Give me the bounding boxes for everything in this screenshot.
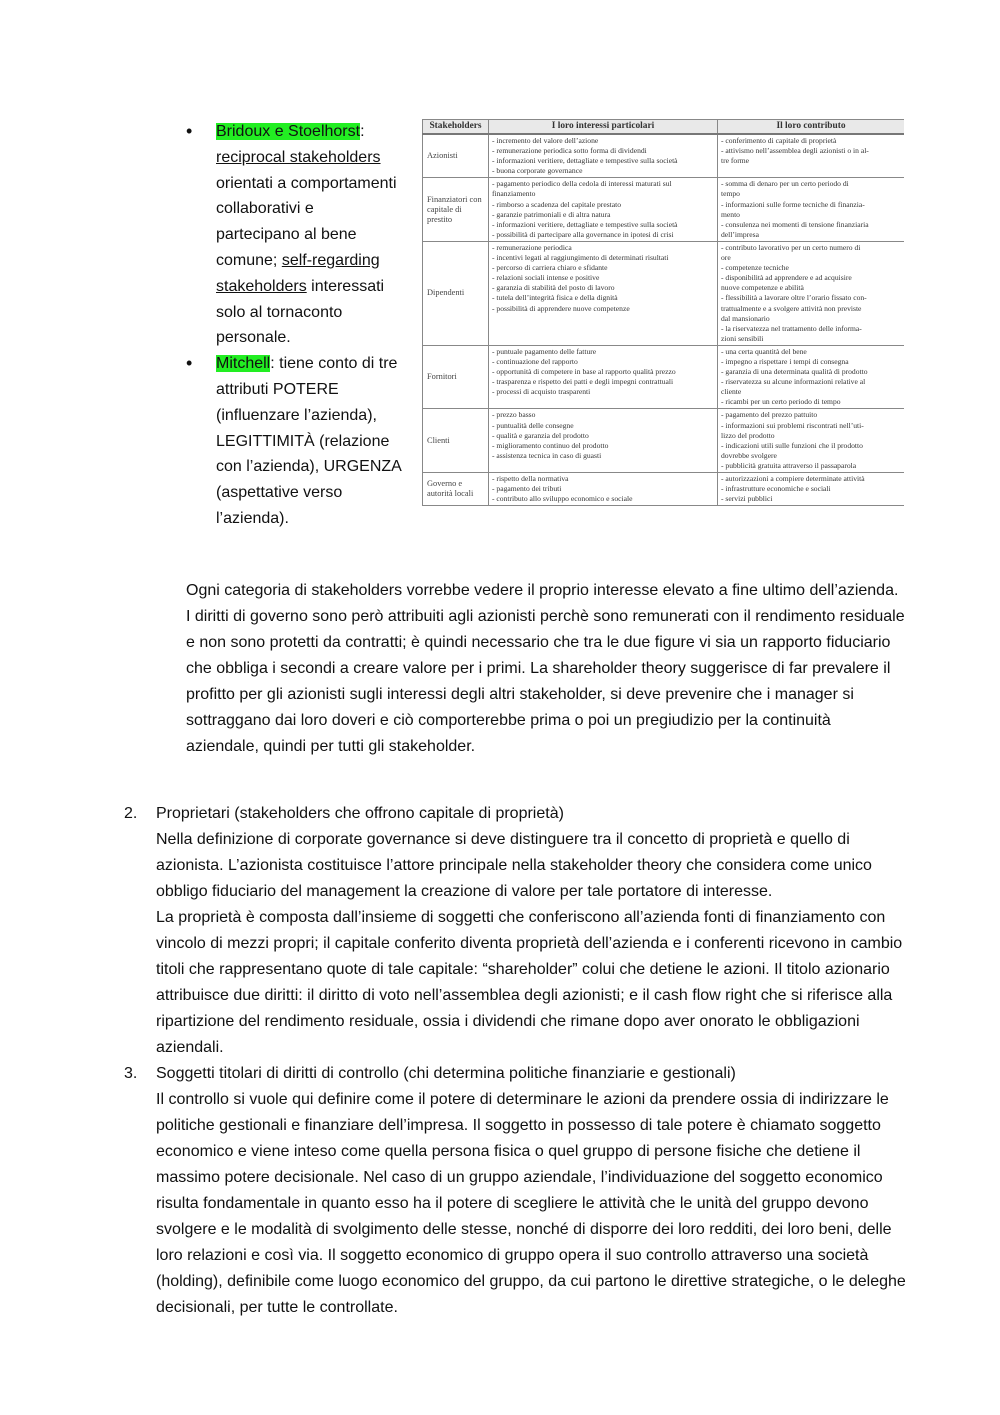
table-cell-line: dovrebbe svolgere <box>721 450 777 460</box>
table-cell-line: lizzo del prodotto <box>721 430 775 440</box>
table-cell-line: - indicazioni utili sulle funzioni che il prodotto <box>721 440 863 450</box>
table-cell-line: - attivismo nell’assemblea degli azionisti o in al- <box>721 146 869 156</box>
section-heading: Soggetti titolari di diritti di controllo (chi determina politiche finanziarie e gestionali) <box>156 1065 736 1082</box>
table-cell-line: - conferimento di capitale di proprietà <box>721 136 837 145</box>
table-cell-line: - servizi pubblici <box>721 494 773 504</box>
table-cell-line: - puntuale pagamento delle fatture <box>492 346 597 356</box>
contribution-cell <box>718 409 905 473</box>
list-item-controllo <box>124 1061 914 1321</box>
stakeholder-category: Clienti <box>423 409 489 473</box>
stakeholder-category: Fornitori <box>423 345 489 409</box>
interests-cell <box>489 134 718 178</box>
table-cell-line: - contributo allo sviluppo economico e sociale <box>492 494 633 504</box>
underlined-term: reciprocal stakeholders <box>216 148 381 166</box>
table-cell-line: dell’impresa <box>721 229 759 239</box>
bullet-bridoux <box>186 119 401 351</box>
stakeholder-category: Governo e autorità locali <box>423 473 489 506</box>
table-cell-line: - possibilità di apprendere nuove competenze <box>492 303 630 313</box>
table-cell-line: - trasparenza e rispetto dei patti e degli impegni contrattuali <box>492 377 674 387</box>
table-cell-line: - continuazione del rapporto <box>492 356 578 366</box>
table-cell-line: - impegno a rispettare i tempi di consegna <box>721 356 849 366</box>
table-cell-line: tre forme <box>721 156 750 166</box>
table-cell-line: zioni sensibili <box>721 333 764 343</box>
table-cell-line: - informazioni sulle forme tecniche di finanzia- <box>721 199 865 209</box>
table-cell-line: - prezzo basso <box>492 410 536 420</box>
table-cell-line: - informazioni veritiere, dettagliate e tempestive sulla società <box>492 219 678 229</box>
table-cell-line: - autorizzazioni a compiere determinate attività <box>721 474 865 483</box>
table-row <box>423 241 905 345</box>
table-header-row <box>423 120 905 135</box>
table-cell-line: - ricambi per un certo periodo di tempo <box>721 397 841 407</box>
table-cell-line: - remunerazione periodica <box>492 242 572 252</box>
paragraph-stakeholder-theory: Ogni categoria di stakeholders vorrebbe vedere il proprio interesse elevato a fine ultimo dell’azienda. I diritti di governo sono però attribuiti agli azionisti perchè sono remunerati con il rendimento residuale e non sono protetti da contratti; è quindi necessario che tra le due figure vi sia un rapporto fiduciario che obbliga i secondi a creare valore per i primi. La shareholder theory suggerisce di far prevalere il profitto per gli azionisti sugli interessi degli altri stakeholder, si deve prevenire che i manager si sottraggano dai loro doveri e ciò comporterebbe prima o poi un pregiudizio per la continuità aziendale, quindi per tutti gli stakeholder. <box>186 582 905 755</box>
table-cell-line: - contributo lavorativo per un certo numero di <box>721 242 861 252</box>
table-cell-line: trattualmente e a svolgere attività non previste <box>721 303 862 313</box>
list-number: 2. <box>124 805 138 822</box>
interests-cell <box>489 473 718 506</box>
interests-cell <box>489 241 718 345</box>
table-cell-line: - pagamento periodico della cedola di interessi maturati sul <box>492 179 672 189</box>
stakeholder-category: Finanziatori con capitale di prestito <box>423 178 489 242</box>
highlighted-author: Mitchell <box>216 355 271 373</box>
stakeholder-table-image <box>422 119 904 531</box>
table-cell-line: cliente <box>721 387 742 397</box>
stakeholder-category: Azionisti <box>423 134 489 178</box>
table-cell-line: - possibilità di partecipare alla governance in ipotesi di crisi <box>492 229 674 239</box>
table-cell-line: - la riservatezza nel trattamento delle informa- <box>721 323 862 333</box>
table-cell-line: - puntualità delle consegne <box>492 420 574 430</box>
bullet-text: : tiene conto di tre attributi POTERE (influenzare l’azienda), LEGITTIMITÀ (relazione con l’azienda), URGENZA (aspettative verso l’azienda). <box>216 355 401 527</box>
table-cell-line: - pagamento del prezzo pattuito <box>721 410 818 420</box>
table-cell-line: - qualità e garanzia del prodotto <box>492 430 589 440</box>
table-row <box>423 409 905 473</box>
table-cell-line: - percorso di carriera chiaro e sfidante <box>492 263 608 273</box>
table-cell-line: - assistenza tecnica in caso di guasti <box>492 450 602 460</box>
table-header-cell: I loro interessi particolari <box>489 120 718 135</box>
table-row <box>423 178 905 242</box>
table-cell-line: - miglioramento continuo del prodotto <box>492 440 609 450</box>
bullet-mitchell <box>186 351 401 532</box>
table-header-cell: Stakeholders <box>423 120 489 135</box>
table-cell-line: ore <box>721 253 731 263</box>
stakeholder-table <box>422 119 904 506</box>
table-row <box>423 345 905 409</box>
table-cell-line: dal mansionario <box>721 313 770 323</box>
section-heading: Proprietari (stakeholders che offrono capitale di proprietà) <box>156 805 564 822</box>
table-cell-line: mento <box>721 209 740 219</box>
table-cell-line: finanziamento <box>492 189 536 199</box>
table-cell-line: - garanzia di una determinata qualità di prodotto <box>721 367 868 377</box>
table-cell-line: - pagamento dei tributi <box>492 484 562 494</box>
table-cell-line: - informazioni veritiere, dettagliate e tempestive sulla società <box>492 156 678 166</box>
contribution-cell <box>718 134 905 178</box>
table-cell-line: - incremento del valore dell’azione <box>492 136 599 145</box>
interests-cell <box>489 178 718 242</box>
table-cell-line: - infrastrutture economiche e sociali <box>721 484 831 494</box>
contribution-cell <box>718 345 905 409</box>
table-cell-line: - pubblicità gratuita attraverso il passaparola <box>721 460 857 470</box>
table-cell-line: - relazioni sociali intense e positive <box>492 273 600 283</box>
table-cell-line: - somma di denaro per un certo periodo di <box>721 179 849 189</box>
table-cell-line: - disponibilità ad apprendere e ad acquisire <box>721 273 852 283</box>
section-paragraph: La proprietà è composta dall’insieme di soggetti che conferiscono all’azienda fonti di finanziamento con vincolo di mezzi propri; il capitale conferito diventa proprietà dell’azienda e i conferenti ricevono in cambio titoli che rappresentano quote di tale capitale: “shareholder” colui che detiene le azioni. Il titolo azionario attribuisce due diritti: il diritto di voto nell’assemblea degli azionisti; e il cash flow right che si riferisce alla ripartizione del rendimento residuale, ossia i dividendi che rimane dopo aver onorato le obbligazioni aziendali. <box>156 909 903 1056</box>
interests-cell <box>489 409 718 473</box>
table-cell-line: - consulenza nei momenti di tensione finanziaria <box>721 219 869 229</box>
table-cell-line: - una certa quantità del bene <box>721 346 807 356</box>
bullet-text: orientati a comportamenti collaborativi e partecipano al bene comune; <box>216 174 397 269</box>
table-cell-line: - tutela dell’integrità fisica e della dignità <box>492 293 618 303</box>
table-cell-line: - flessibilità a lavorare oltre l’orario fissato con- <box>721 293 867 303</box>
stakeholder-category: Dipendenti <box>423 241 489 345</box>
contribution-cell <box>718 241 905 345</box>
table-cell-line: - riservatezza su alcune informazioni relative al <box>721 377 866 387</box>
bullet-list <box>186 119 401 532</box>
highlighted-author: Bridoux e Stoelhorst <box>216 123 361 140</box>
underlined-term: self-regarding stakeholders <box>216 251 380 295</box>
table-row <box>423 473 905 506</box>
table-cell-line: - opportunità di competere in base al rapporto qualità prezzo <box>492 367 676 377</box>
table-cell-line: - garanzia di stabilità del posto di lavoro <box>492 283 615 293</box>
table-cell-line: - garanzie patrimoniali e di altra natura <box>492 209 611 219</box>
contribution-cell <box>718 178 905 242</box>
table-cell-line: - rispetto della normativa <box>492 474 569 483</box>
table-row <box>423 134 905 178</box>
section-paragraph: Nella definizione di corporate governance si deve distinguere tra il concetto di proprietà e quello di azionista. L’azionista costituisce l’attore principale nella stakeholder theory che considera come unico obbligo fiduciario del management la creazione di valore per tale portatore di interesse. <box>156 831 872 900</box>
interests-cell <box>489 345 718 409</box>
list-item-proprietari <box>124 801 914 1061</box>
table-cell-line: - rimborso a scadenza del capitale prestato <box>492 199 622 209</box>
numbered-list <box>124 801 914 1321</box>
bullet-text: interessati solo al tornaconto personale. <box>216 277 385 347</box>
table-cell-line: - informazioni sui problemi riscontrati nell’uti- <box>721 420 864 430</box>
section-paragraph: Il controllo si vuole qui definire come il potere di determinare le azioni da prendere ossia di indirizzare le politiche gestionali e finanziare dell’impresa. Il soggetto in possesso di tale potere è chiamato soggetto economico e viene inteso come quella persona fisica o quel gruppo di persone fisiche che detiene il massimo potere decisionale. Nel caso di un gruppo aziendale, l’individuazione del soggetto economico risulta fondamentale in quanto esso ha il potere di scegliere le attività che le unità del gruppo devono svolgere e le modalità di svolgimento delle stesse, nonché di disporre dei loro redditi, dei loro beni, delle loro relazioni e così via. Il soggetto economico di gruppo opera il suo controllo attraverso una società (holding), definibile come luogo economico del gruppo, da cui partono le direttive strategiche, o le deleghe decisionali, per tutte le controllate. <box>156 1091 906 1316</box>
list-number: 3. <box>124 1065 138 1082</box>
table-cell-line: - remunerazione periodica sotto forma di dividendi <box>492 146 647 156</box>
table-body <box>423 134 905 506</box>
table-cell-line: - incentivi legati al raggiungimento di determinati risultati <box>492 253 669 263</box>
bullet-colon: : <box>360 123 365 140</box>
table-cell-line: tempo <box>721 189 740 199</box>
table-cell-line: - buona corporate governance <box>492 166 583 176</box>
table-header-cell: Il loro contributo <box>718 120 905 135</box>
contribution-cell <box>718 473 905 506</box>
table-cell-line: - processi di acquisto trasparenti <box>492 387 591 397</box>
table-cell-line: nuove competenze e abilità <box>721 283 804 293</box>
table-cell-line: - competenze tecniche <box>721 263 789 273</box>
